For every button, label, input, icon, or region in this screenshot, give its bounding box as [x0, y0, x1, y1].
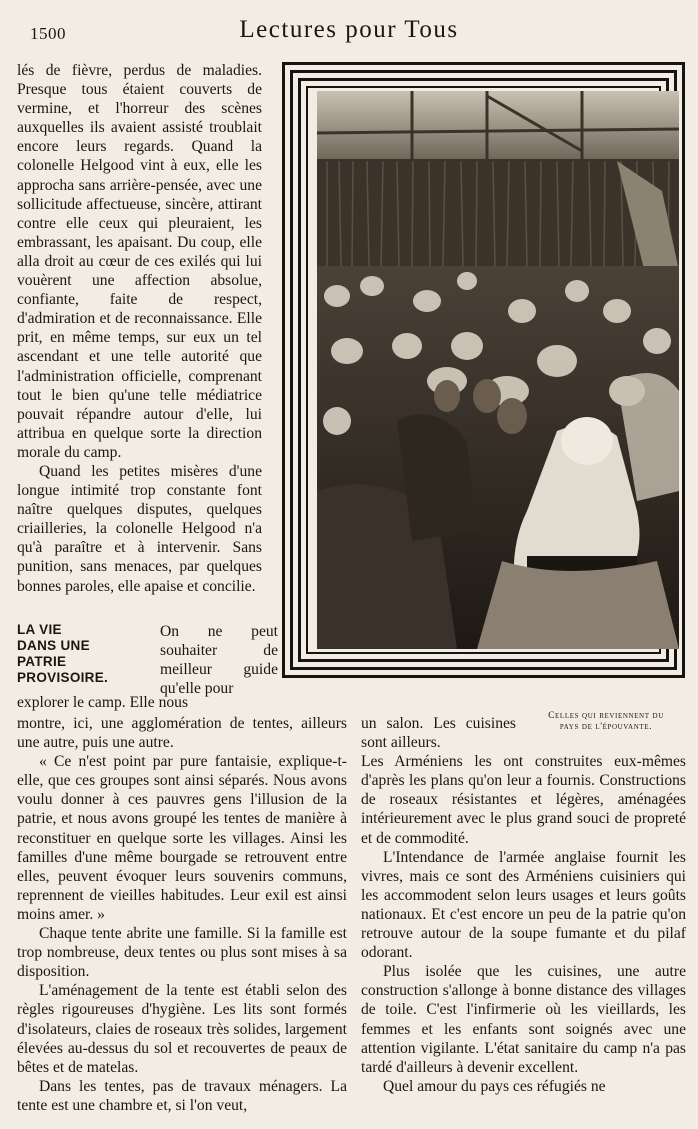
caption-line: pays de l'épouvante. [559, 722, 653, 732]
paragraph: L'aménagement de la tente est établi selon des règles rigoureuses d'hygiène. Les lits sont formés d'isolateurs, claies de roseaux très solides, largement élevées au-dessus du sol et recouvertes de peaux de bêtes et de matelas. [17, 982, 347, 1076]
paragraph: Chaque tente abrite une famille. Si la famille est trop nombreuse, deux tentes ou plus sont mises à sa disposition. [17, 925, 347, 981]
sidenote-line: PROVISOIRE. [17, 670, 109, 685]
sidenote-block [17, 622, 278, 714]
photo-frame [282, 62, 685, 678]
refugees-photograph [317, 91, 679, 649]
sidenote-continuation: explorer le camp. Elle nous [17, 694, 189, 711]
sidenote-adjacent-text: On ne peut souhaiter de meilleur guide qu'elle pour [160, 623, 278, 698]
paragraph: Quel amour du pays ces réfugiés ne [383, 1077, 606, 1095]
page-header [0, 14, 698, 54]
sidenote-line: LA VIE [17, 622, 62, 637]
paragraph: Quand les petites misères d'une longue intimité trop constante font naître quelques disputes, quelques criailleries, la colonelle Helgood n'a qu'à paraître et à intervenir. Sans punition, sans menaces, par quelques bonnes paroles, elle apaise et concilie. [17, 462, 262, 595]
left-column [17, 61, 262, 596]
paragraph: « Ce n'est point par pure fantaisie, explique-t-elle, que ces groupes sont ainsi séparés. Nous avons voulu donner à ces pauvres gens l'illusion de la patrie, et nous avons groupé les tentes de manière à reconstituer en quelque sorte les villages. Ainsi les familles d'une même bourgade se retrouvent entre elles, peuvent évoquer leurs souvenirs communs, reprennent de vieilles habitudes. Leur exil est ainsi moins amer. » [17, 753, 347, 923]
paragraph: lés de fièvre, perdus de maladies. Presque tous étaient couverts de vermine, et l'horreur des scènes auxquelles ils avaient assisté troublait encore leurs regards. Quand la colonelle Helgood vint à eux, elle les approcha sans arrière-pensée, avec une sollicitude affectueuse, sincère, attirant contre elle ceux qui pleuraient, les embrassant, les apaisant. Du coup, elle alla droit au cœur de ces exilés qui lui vouèrent une affection absolue, confiante, faite de respect, d'admiration et de reconnaissance. Elle prit, en même temps, sur eux un tel ascendant et une telle autorité que l'administration officielle, comprenant tout le bien qu'une telle médiatrice pouvait répandre autour d'elle, lui attribua en quelque sorte la direction morale du camp. [17, 62, 262, 461]
sidenote-line: DANS UNE [17, 638, 90, 653]
bottom-right-column [361, 714, 686, 1096]
bottom-left-column [17, 714, 347, 1115]
photograph-rendering [317, 91, 679, 649]
paragraph: un salon. Les cuisines sont ailleurs. [361, 715, 516, 752]
paragraph: Les Arméniens les ont construites eux-mêmes d'après les plans qu'on leur a fournis. Constructions de roseaux résistantes et légères, aménagées intérieurement avec le plus grand souci de propreté et de commodité. [361, 753, 686, 847]
sidenote-line: PATRIE [17, 654, 67, 669]
running-title: Lectures pour Tous [239, 16, 459, 43]
paragraph: montre, ici, une agglomération de tentes, ailleurs une autre, puis une autre. [17, 715, 347, 752]
page-number: 1500 [30, 24, 66, 43]
paragraph: Plus isolée que les cuisines, une autre construction s'allonge à bonne distance des villages de toile. C'est l'infirmerie où les vieillards, les femmes et les enfants sont soignés avec une attention vigilante. L'état sanitaire du camp n'a pas tardé d'ailleurs à devenir excellent. [361, 963, 686, 1076]
sidenote-heading [17, 622, 145, 686]
paragraph: Dans les tentes, pas de travaux ménagers. La tente est une chambre et, si l'on veut, [17, 1077, 347, 1114]
caption-line: Celles qui reviennent du [548, 711, 664, 721]
paragraph: L'Intendance de l'armée anglaise fournit les vivres, mais ce sont des Arméniens cuisiniers qui les accommodent selon leurs usages et leurs goûts nationaux. Et c'est encore un peu de la patrie qu'on retrouve autour de la soupe fumante et du pilaf odorant. [361, 848, 686, 962]
